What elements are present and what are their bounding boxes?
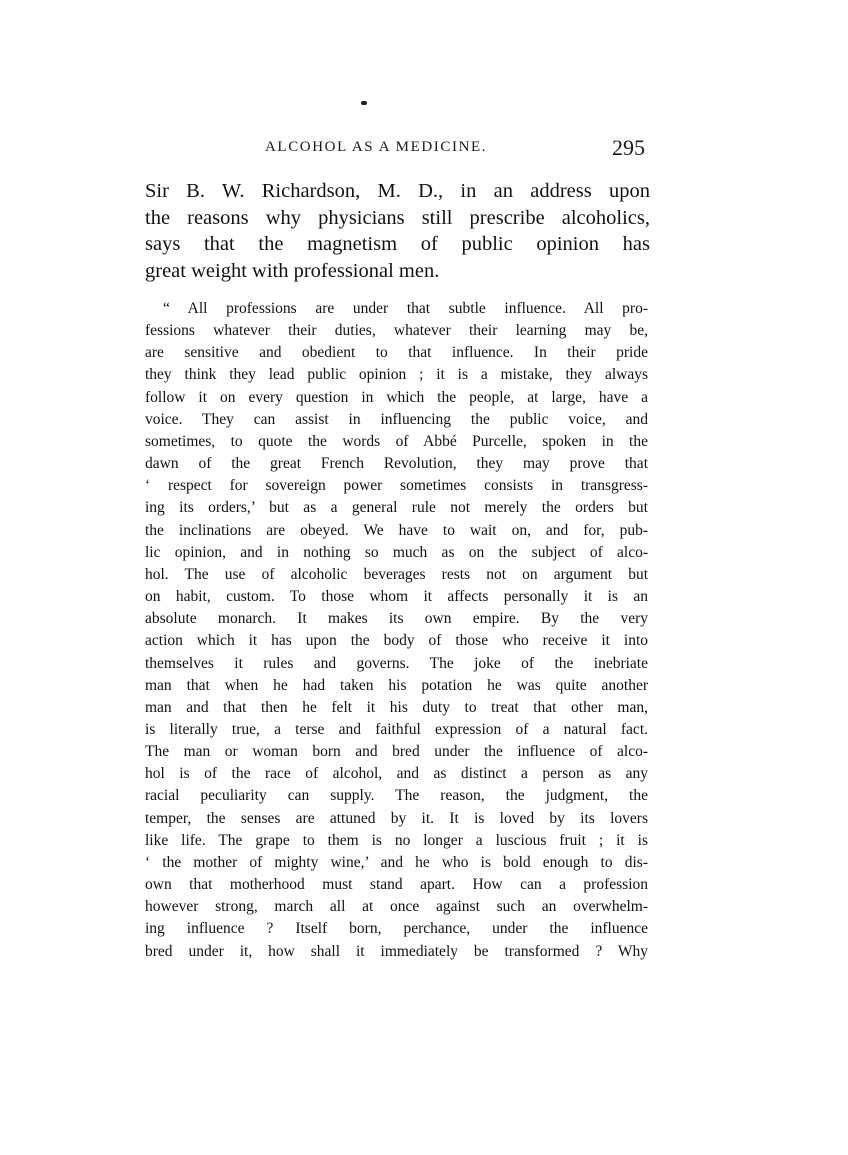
quote-line: man and that then he felt it his duty to treat that other man, <box>145 698 648 716</box>
intro-paragraph <box>145 178 650 284</box>
quote-line: fessions whatever their duties, whatever their learning may be, <box>145 322 648 340</box>
quote-line: ‘ respect for sovereign power sometimes consists in transgress- <box>145 477 648 495</box>
quote-line: like life. The grape to them is no longer a luscious fruit ; it is <box>145 831 648 849</box>
quote-line: on habit, custom. To those whom it affects personally it is an <box>145 588 648 606</box>
quote-line: themselves it rules and governs. The joke of the inebriate <box>145 654 648 672</box>
quote-line: dawn of the great French Revolution, they may prove that <box>145 455 648 473</box>
quote-line: The man or woman born and bred under the influence of alco- <box>145 743 648 761</box>
quote-line: lic opinion, and in nothing so much as on the subject of alco- <box>145 543 648 561</box>
quote-line: follow it on every question in which the people, at large, have a <box>145 388 648 406</box>
intro-line: great weight with professional men. <box>145 259 440 282</box>
intro-line: the reasons why physicians still prescribe alcoholics, <box>145 206 650 229</box>
quotation-paragraph <box>145 298 648 963</box>
page-number: 295 <box>612 135 645 160</box>
quote-line: ‘ the mother of mighty wine,’ and he who is bold enough to dis- <box>145 853 648 871</box>
quote-line: are sensitive and obedient to that influence. In their pride <box>145 344 648 362</box>
quote-line: bred under it, how shall it immediately be transformed ? Why <box>145 942 648 960</box>
quote-line: ing its orders,’ but as a general rule not merely the orders but <box>145 499 648 517</box>
ink-speck <box>361 101 367 105</box>
quote-line: the inclinations are obeyed. We have to wait on, and for, pub- <box>145 521 648 539</box>
quote-line: ing influence ? Itself born, perchance, under the influence <box>145 920 648 938</box>
quote-line: man that when he had taken his potation he was quite another <box>145 676 648 694</box>
quote-line: action which it has upon the body of those who receive it into <box>145 632 648 650</box>
intro-line: says that the magnetism of public opinion has <box>145 233 650 255</box>
quote-line: own that motherhood must stand apart. How can a profession <box>145 876 648 894</box>
quote-line: “ All professions are under that subtle influence. All pro- <box>163 300 648 317</box>
quote-line: however strong, march all at once against such an overwhelm- <box>145 898 648 916</box>
quote-line: temper, the senses are attuned by it. It is loved by its lovers <box>145 809 648 827</box>
running-title: ALCOHOL AS A MEDICINE. <box>265 139 488 155</box>
quote-line: absolute monarch. It makes its own empire. By the very <box>145 610 648 628</box>
quote-line: voice. They can assist in influencing the public voice, and <box>145 410 648 428</box>
quote-line: hol is of the race of alcohol, and as distinct a person as any <box>145 765 648 783</box>
quote-line: racial peculiarity can supply. The reason, the judgment, the <box>145 787 648 805</box>
quote-line: they think they lead public opinion ; it is a mistake, they always <box>145 366 648 384</box>
quote-line: is literally true, a terse and faithful expression of a natural fact. <box>145 720 648 738</box>
quote-line: sometimes, to quote the words of Abbé Purcelle, spoken in the <box>145 432 648 450</box>
quote-line: hol. The use of alcoholic beverages rests not on argument but <box>145 565 648 583</box>
intro-line: Sir B. W. Richardson, M. D., in an address upon <box>145 180 650 202</box>
